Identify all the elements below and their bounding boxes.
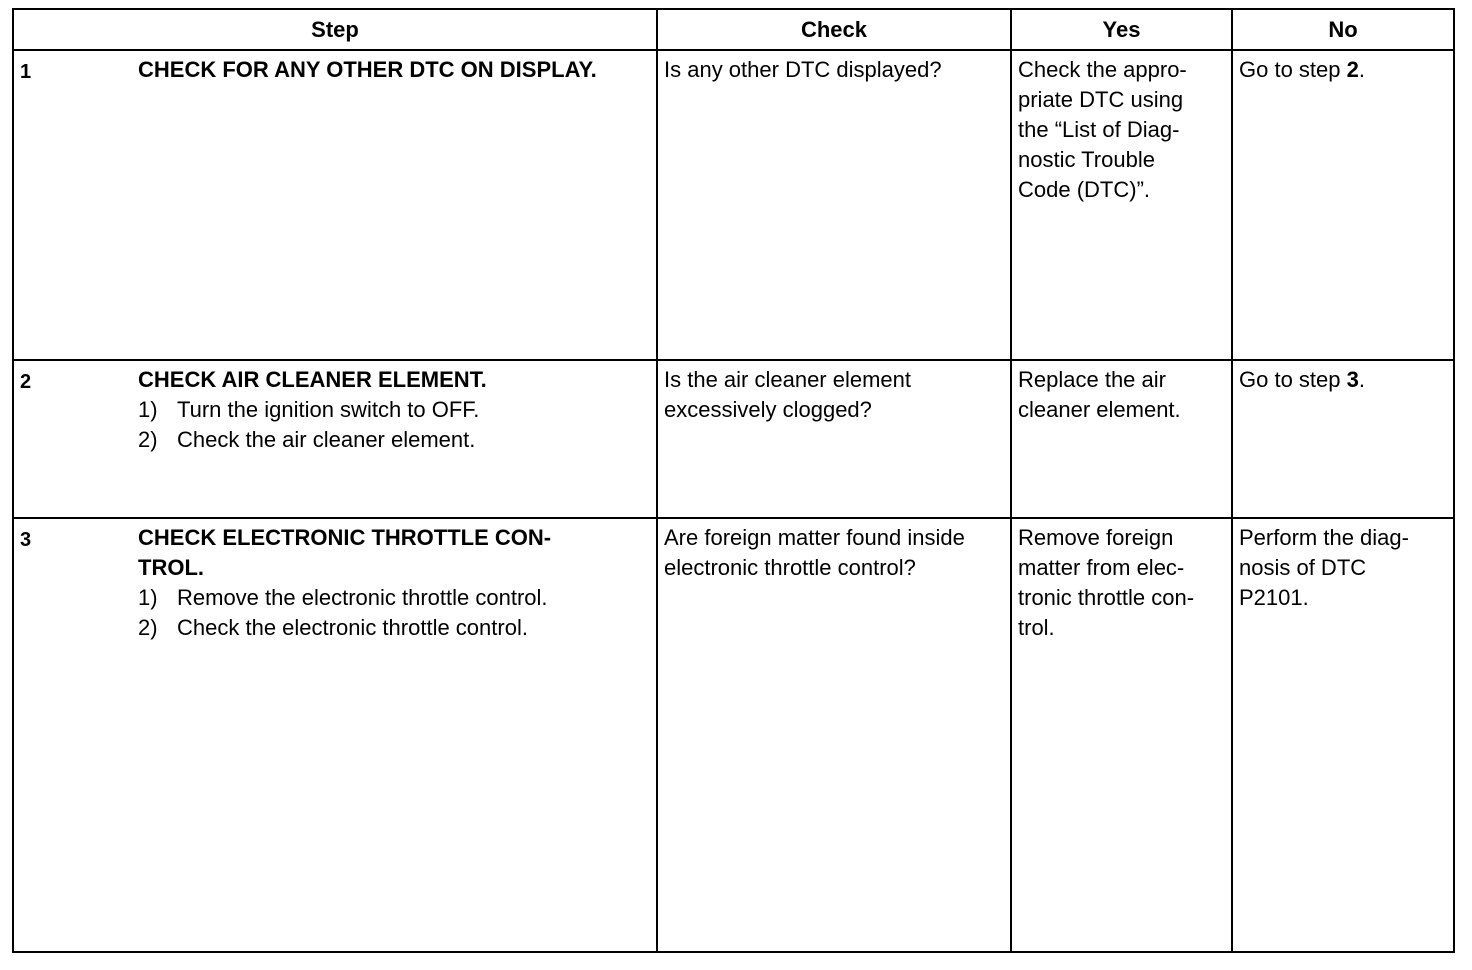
no-line: nosis of DTC <box>1239 555 1367 580</box>
step-cell <box>13 50 657 360</box>
yes-line: priate DTC using <box>1018 87 1184 112</box>
check-cell <box>657 360 1011 518</box>
no-line: Perform the diag- <box>1239 525 1409 550</box>
check-cell <box>657 50 1011 360</box>
header-check: Check <box>657 9 1011 50</box>
substep-number: 2) <box>138 427 158 452</box>
substep-number: 1) <box>138 585 158 610</box>
step-title-line: TROL. <box>138 555 204 580</box>
yes-cell <box>1011 360 1232 518</box>
no-step-number: 2 <box>1346 57 1359 82</box>
yes-line: tronic throttle con- <box>1018 585 1195 610</box>
yes-line: the “List of Diag- <box>1018 117 1180 142</box>
header-row <box>13 9 1454 50</box>
step-number: 2 <box>20 371 32 393</box>
check-line: excessively clogged? <box>664 397 872 422</box>
check-text: Is any other DTC displayed? <box>664 57 942 82</box>
header-yes: Yes <box>1011 9 1232 50</box>
substep <box>138 395 650 425</box>
step-number: 1 <box>20 61 32 83</box>
substep-text: Check the electronic throttle control. <box>177 615 528 640</box>
table-row-step-1 <box>13 50 1454 360</box>
substep-number: 1) <box>138 397 158 422</box>
step-cell <box>13 518 657 952</box>
yes-line: Remove foreign <box>1018 525 1174 550</box>
no-text: Go to step 3. <box>1239 367 1365 392</box>
substep-text: Check the air cleaner element. <box>177 427 476 452</box>
no-text: Go to step 2. <box>1239 57 1365 82</box>
check-line: Are foreign matter found inside <box>664 525 965 550</box>
yes-line: Check the appro- <box>1018 57 1187 82</box>
yes-line: trol. <box>1018 615 1055 640</box>
step-title-line: CHECK ELECTRONIC THROTTLE CON- <box>138 525 552 550</box>
no-cell <box>1232 518 1454 952</box>
step-cell <box>13 360 657 518</box>
check-line: Is the air cleaner element <box>664 367 912 392</box>
check-cell <box>657 518 1011 952</box>
no-line: P2101. <box>1239 585 1309 610</box>
header-no: No <box>1232 9 1454 50</box>
yes-line: Code (DTC)”. <box>1018 177 1151 202</box>
yes-line: cleaner element. <box>1018 397 1181 422</box>
substep-text: Remove the electronic throttle control. <box>177 585 548 610</box>
yes-cell <box>1011 50 1232 360</box>
no-cell <box>1232 50 1454 360</box>
yes-line: nostic Trouble <box>1018 147 1155 172</box>
step-title: CHECK FOR ANY OTHER DTC ON DISPLAY. <box>138 57 597 82</box>
yes-line: matter from elec- <box>1018 555 1185 580</box>
table-row-step-2 <box>13 360 1454 518</box>
substep-number: 2) <box>138 615 158 640</box>
substep <box>138 425 650 455</box>
diagnostic-table <box>12 8 1455 953</box>
substep <box>138 583 650 613</box>
step-title: CHECK AIR CLEANER ELEMENT. <box>138 367 487 392</box>
no-step-number: 3 <box>1346 367 1359 392</box>
substep <box>138 613 650 643</box>
header-step: Step <box>13 9 657 50</box>
no-cell <box>1232 360 1454 518</box>
table-row-step-3 <box>13 518 1454 952</box>
yes-line: Replace the air <box>1018 367 1166 392</box>
check-line: electronic throttle control? <box>664 555 916 580</box>
substep-text: Turn the ignition switch to OFF. <box>177 397 480 422</box>
yes-cell <box>1011 518 1232 952</box>
step-number: 3 <box>20 529 32 551</box>
